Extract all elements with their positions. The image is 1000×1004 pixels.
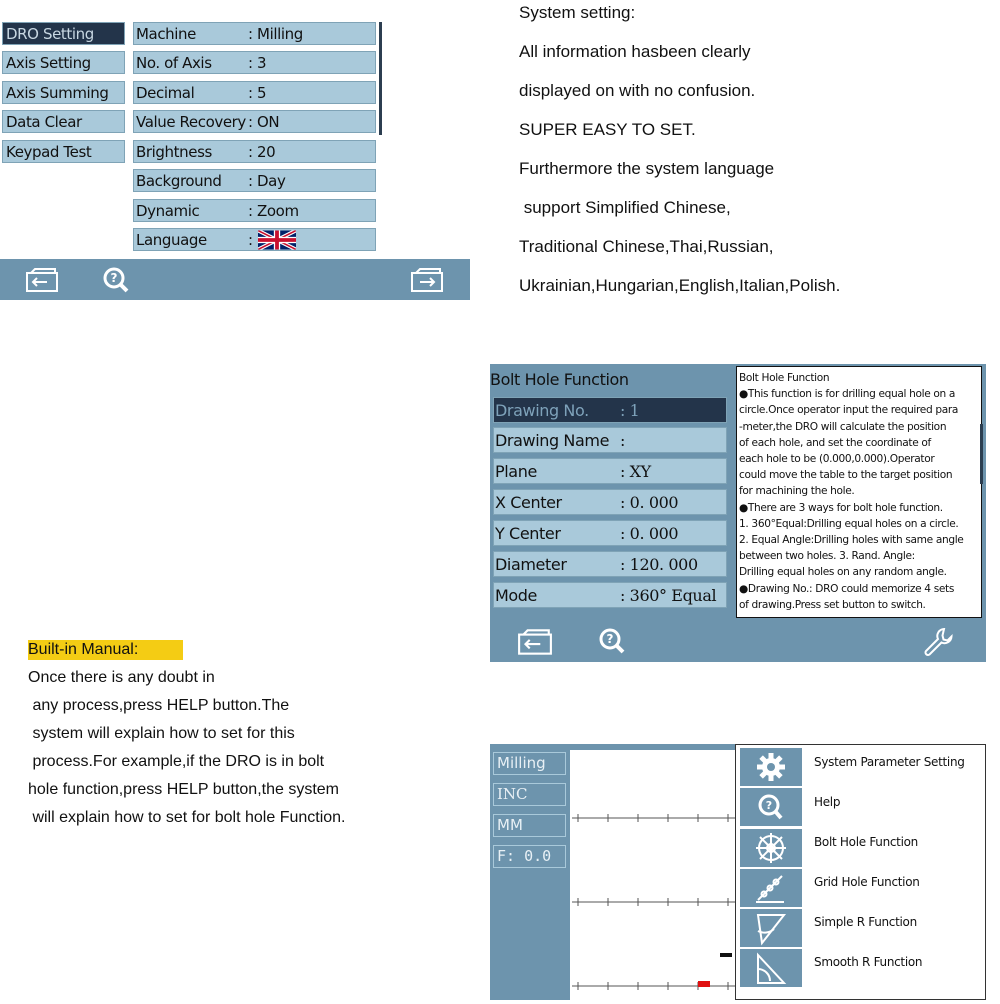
setting-value: : 5 [248, 84, 267, 102]
bolt-row-diameter[interactable] [493, 551, 727, 577]
axis-scale-panel [570, 750, 736, 1000]
function-menu [735, 744, 986, 1000]
setting-value: : Day [248, 172, 286, 190]
menu-icon-tile[interactable] [740, 748, 802, 786]
text-line: Ukrainian,Hungarian,English,Italian,Polish. [519, 276, 841, 295]
setting-value: : [248, 231, 253, 249]
text-line: System setting: [519, 3, 636, 22]
back-card-icon[interactable] [25, 267, 59, 293]
setting-row-language[interactable] [133, 228, 376, 251]
menu-icon-tile[interactable] [740, 869, 802, 907]
help-line: ●This function is for drilling equal hole on a [739, 388, 956, 401]
help-line: for machining the hole. [739, 485, 855, 498]
menu-item-bolt-hole[interactable]: Bolt Hole Function [814, 835, 918, 849]
system-setting-description [519, 0, 989, 312]
gear-icon [740, 748, 802, 786]
menu-item-grid-hole[interactable]: Grid Hole Function [814, 875, 920, 889]
setting-row-axis-count[interactable] [133, 51, 376, 74]
function-list [736, 745, 987, 1001]
text-line: Traditional Chinese,Thai,Russian, [519, 237, 774, 256]
field-value: : 0. 000 [620, 493, 679, 512]
bolt-hole-icon [740, 829, 802, 867]
help-line: of each hole, and set the coordinate of [739, 436, 931, 449]
help-line: circle.Once operator input the required para [739, 404, 959, 417]
field-value: : 360° Equal [620, 586, 717, 605]
setting-label: No. of Axis [136, 54, 212, 72]
position-marker [720, 953, 732, 957]
help-search-icon[interactable] [598, 628, 626, 654]
text-line: any process,press HELP button.The [28, 697, 290, 714]
menu-icon-tile[interactable] [740, 829, 802, 867]
milling-function-screen [490, 744, 986, 1000]
text-line: All information hasbeen clearly [519, 42, 751, 61]
svg-text:?: ? [110, 271, 118, 285]
text-line: Once there is any doubt in [28, 669, 215, 686]
bolt-hole-screen [490, 364, 986, 662]
back-card-icon[interactable] [517, 628, 553, 656]
bolt-row-mode[interactable] [493, 582, 727, 608]
dro-settings-screen [0, 0, 470, 300]
setting-label: Language [136, 231, 207, 249]
help-line: ●Drawing No.: DRO could memorize 4 sets [739, 582, 955, 595]
svg-text:?: ? [606, 632, 614, 646]
setting-label: Dynamic [136, 202, 200, 220]
setting-row-brightness[interactable] [133, 140, 376, 163]
settings-toolbar [0, 259, 470, 300]
setting-row-machine[interactable] [133, 22, 376, 45]
setting-label: Background [136, 172, 222, 190]
help-line: of drawing.Press set button to switch. [739, 598, 926, 611]
simple-r-icon [740, 909, 802, 947]
svg-text:?: ? [765, 799, 773, 812]
field-label: Mode [495, 586, 537, 605]
help-line: -meter,the DRO will calculate the position [739, 420, 947, 433]
field-value: : [620, 431, 625, 450]
text-line: will explain how to set for bolt hole Function. [28, 809, 346, 826]
menu-axis-setting[interactable]: Axis Setting [2, 51, 125, 74]
help-line: each hole to be (0.000,0.000).Operator [739, 453, 935, 466]
feed-rate-indicator: F: 0.0 [493, 845, 566, 868]
menu-keypad-test[interactable]: Keypad Test [2, 140, 125, 163]
manual-heading: Built-in Manual: [28, 640, 183, 660]
bolt-row-drawing-name[interactable] [493, 427, 727, 453]
field-label: Plane [495, 462, 537, 481]
setting-value: : 3 [248, 54, 267, 72]
axis-scales [570, 750, 736, 1000]
text-line: support Simplified Chinese, [519, 198, 731, 217]
bolt-row-drawing-no[interactable] [493, 397, 727, 423]
setting-row-value-recovery[interactable] [133, 110, 376, 133]
help-line: 2. Equal Angle:Drilling holes with same angle [739, 534, 964, 547]
field-label: Drawing No. [495, 401, 589, 420]
text-line: displayed on with no confusion. [519, 81, 756, 100]
page-title: Bolt Hole Function [490, 370, 629, 389]
setting-label: Machine [136, 25, 196, 43]
setting-value: : Zoom [248, 202, 299, 220]
text-line: SUPER EASY TO SET. [519, 120, 696, 139]
help-text-box [736, 366, 982, 618]
field-value: : 1 [620, 401, 640, 420]
text-line: hole function,press HELP button,the system [28, 781, 339, 798]
machine-mode-indicator[interactable]: Milling [493, 752, 566, 775]
setting-row-dynamic[interactable] [133, 199, 376, 222]
setting-row-background[interactable] [133, 169, 376, 192]
help-line: Bolt Hole Function [739, 372, 830, 384]
settings-scrollbar[interactable] [379, 22, 382, 135]
setting-label: Brightness [136, 143, 212, 161]
menu-data-clear[interactable]: Data Clear [2, 110, 125, 133]
scale-z [572, 982, 736, 990]
help-search-icon[interactable] [102, 267, 130, 293]
field-label: X Center [495, 493, 562, 512]
help-search-icon [740, 788, 802, 826]
help-line: 1. 360°Equal:Drilling equal holes on a circle. [739, 517, 959, 530]
menu-item-system-parameter[interactable]: System Parameter Setting [814, 755, 965, 769]
uk-flag-icon[interactable] [258, 230, 296, 250]
menu-icon-tile[interactable] [740, 909, 802, 947]
field-label: Y Center [495, 524, 561, 543]
text-line: system will explain how to set for this [28, 725, 295, 742]
help-scrollbar[interactable] [980, 424, 983, 484]
menu-item-simple-r[interactable]: Simple R Function [814, 915, 917, 929]
help-line: ●There are 3 ways for bolt hole function. [739, 501, 943, 514]
field-value: : XY [620, 462, 651, 481]
help-line: could move the table to the target position [739, 469, 953, 482]
field-value: : 0. 000 [620, 524, 679, 543]
field-value: : 120. 000 [620, 555, 698, 574]
setting-row-decimal[interactable] [133, 81, 376, 104]
grid-hole-icon [740, 869, 802, 907]
manual-description [28, 640, 448, 836]
bolt-row-plane[interactable] [493, 458, 727, 484]
text-line: Furthermore the system language [519, 159, 775, 178]
setting-label: Decimal [136, 84, 195, 102]
bolt-row-y-center[interactable] [493, 520, 727, 546]
setting-value: : ON [248, 113, 280, 131]
setting-label: Value Recovery [136, 113, 246, 131]
scale-x [572, 814, 736, 822]
menu-item-smooth-r[interactable]: Smooth R Function [814, 955, 923, 969]
setting-value: : Milling [248, 25, 303, 43]
setting-value: : 20 [248, 143, 276, 161]
menu-icon-tile[interactable] [740, 788, 802, 826]
forward-card-icon[interactable] [410, 267, 444, 293]
bolt-row-x-center[interactable] [493, 489, 727, 515]
menu-icon-tile[interactable] [740, 949, 802, 987]
menu-item-help[interactable]: Help [814, 795, 841, 809]
coordinate-mode-indicator[interactable]: INC [493, 783, 566, 806]
smooth-r-icon [740, 949, 802, 987]
help-line: between two holes. 3. Rand. Angle: [739, 550, 915, 563]
wrench-icon[interactable] [922, 626, 954, 658]
menu-dro-setting[interactable]: DRO Setting [2, 22, 125, 45]
scale-y [572, 898, 736, 906]
field-label: Diameter [495, 555, 567, 574]
text-line: process.For example,if the DRO is in bolt [28, 753, 325, 770]
bolt-hole-toolbar [490, 620, 986, 662]
unit-indicator[interactable]: MM [493, 814, 566, 837]
field-label: Drawing Name [495, 431, 610, 450]
red-position-marker [698, 981, 710, 987]
help-line: Drilling equal holes on any random angle. [739, 566, 947, 579]
menu-axis-summing[interactable]: Axis Summing [2, 81, 125, 104]
